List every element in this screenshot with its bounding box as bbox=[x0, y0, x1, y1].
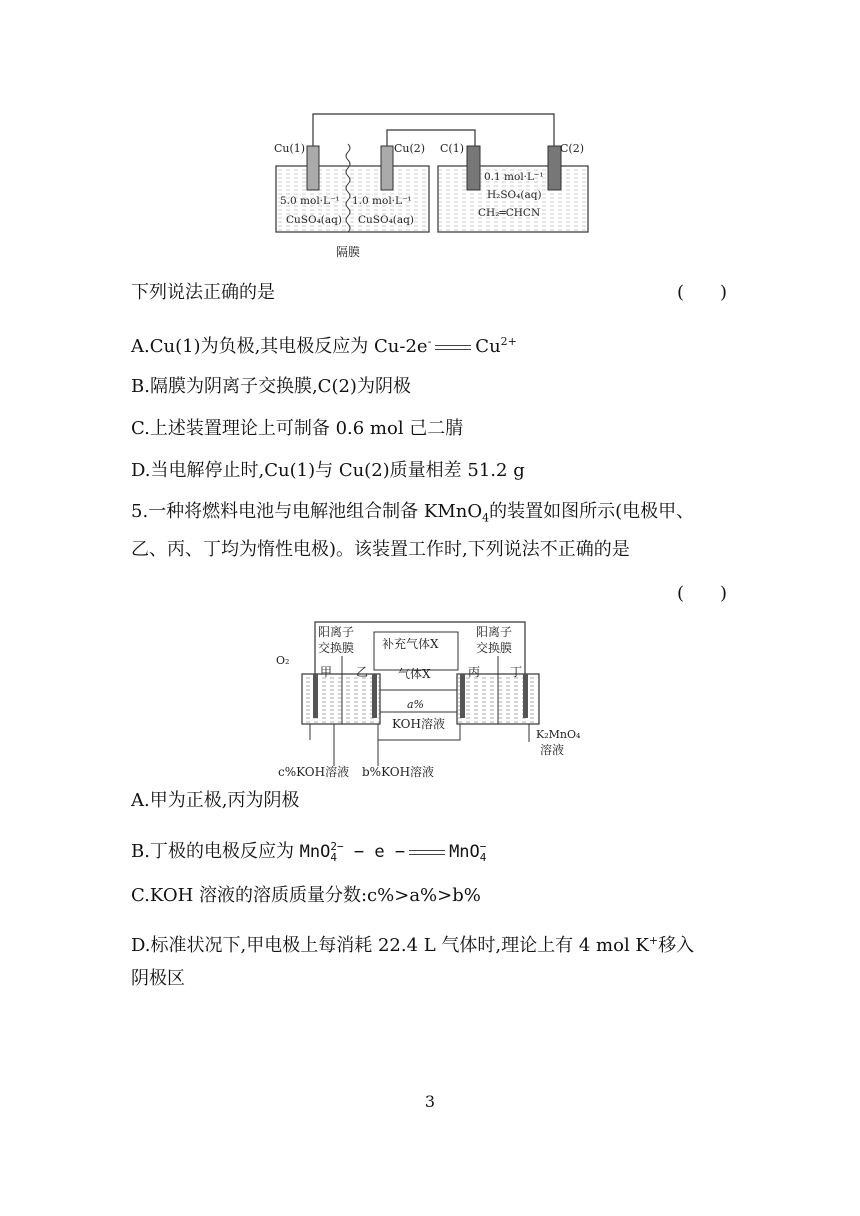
electrode-bing: 丙 bbox=[468, 665, 481, 679]
membrane-left-line1: 阳离子 bbox=[318, 625, 355, 639]
q5-stem-line1: 5.一种将燃料电池与电解池组合制备 KMnO$_4$的装置如图所示(电极甲、 bbox=[131, 501, 695, 525]
electrode-jia: 甲 bbox=[320, 665, 333, 679]
acid-name: H₂SO₄(aq) bbox=[487, 189, 542, 201]
gas-x-label: 气体X bbox=[398, 667, 431, 681]
k2mno4-solution-label: 溶液 bbox=[540, 743, 565, 757]
q5-option-d-line2: 阴极区 bbox=[131, 968, 185, 989]
q4-option-c: C.上述装置理论上可制备 0.6 mol 己二腈 bbox=[131, 418, 464, 439]
q5-stem-line2: 乙、丙、丁均为惰性电极)。该装置工作时,下列说法不正确的是 bbox=[131, 539, 630, 560]
q5-option-b: B.丁极的电极反应为 MnO 2− 4 − e − MnO − 4 bbox=[131, 840, 487, 864]
electrode-label-c2: C(2) bbox=[560, 142, 584, 155]
right-solution-conc: 1.0 mol·L⁻¹ bbox=[352, 195, 412, 207]
electrode-ding: 丁 bbox=[510, 665, 523, 679]
electrode-label-cu2: Cu(2) bbox=[394, 142, 426, 155]
page-number: 3 bbox=[424, 1092, 436, 1111]
left-solution-conc: 5.0 mol·L⁻¹ bbox=[280, 195, 340, 207]
q4-option-d: D.当电解停止时,Cu(1)与 Cu(2)质量相差 51.2 g bbox=[131, 460, 525, 481]
q4-answer-paren: ( ) bbox=[677, 282, 728, 303]
electrolysis-diagram-1 bbox=[270, 108, 600, 264]
q5-option-d-line1: D.标准状况下,甲电极上每消耗 22.4 L 气体时,理论上有 4 mol K+移入 bbox=[131, 934, 695, 956]
c-koh-label: c%KOH溶液 bbox=[278, 765, 350, 779]
membrane-right-line1: 阳离子 bbox=[476, 625, 513, 639]
electrode-label-c1: C(1) bbox=[440, 142, 464, 155]
a-percent-label: a% bbox=[407, 698, 425, 711]
membrane-label: 隔膜 bbox=[336, 245, 361, 259]
fuel-cell-electrolysis-diagram bbox=[274, 616, 594, 784]
membrane-right-line2: 交换膜 bbox=[476, 641, 513, 655]
q4-stem: 下列说法正确的是 bbox=[131, 282, 275, 303]
acrylonitrile: CH₂═CHCN bbox=[478, 207, 541, 219]
k2mno4-label: K₂MnO₄ bbox=[536, 728, 581, 741]
membrane-left-line2: 交换膜 bbox=[318, 641, 355, 655]
supplement-gas-label: 补充气体X bbox=[382, 637, 439, 651]
equals-bar-icon bbox=[409, 850, 445, 855]
q5-option-a: A.甲为正极,丙为阴极 bbox=[131, 790, 300, 811]
electrode-label-cu1: Cu(1) bbox=[274, 142, 306, 155]
q5-option-c: C.KOH 溶液的溶质质量分数:c%>a%>b% bbox=[131, 885, 481, 906]
koh-solution-label: KOH溶液 bbox=[392, 717, 445, 731]
acid-conc: 0.1 mol·L⁻¹ bbox=[484, 171, 544, 183]
b-koh-label: b%KOH溶液 bbox=[362, 765, 435, 779]
equals-bar-icon bbox=[435, 345, 471, 350]
right-solution-name: CuSO₄(aq) bbox=[358, 214, 414, 226]
left-solution-name: CuSO₄(aq) bbox=[286, 214, 342, 226]
o2-label: O₂ bbox=[276, 654, 290, 667]
q4-option-a: A.Cu(1)为负极,其电极反应为 Cu-2e- $Cu^{2+}$ bbox=[131, 335, 517, 357]
q5-answer-paren: ( ) bbox=[677, 583, 728, 604]
electrode-yi: 乙 bbox=[356, 665, 369, 679]
q4-option-b: B.隔膜为阴离子交换膜,C(2)为阴极 bbox=[131, 376, 411, 397]
